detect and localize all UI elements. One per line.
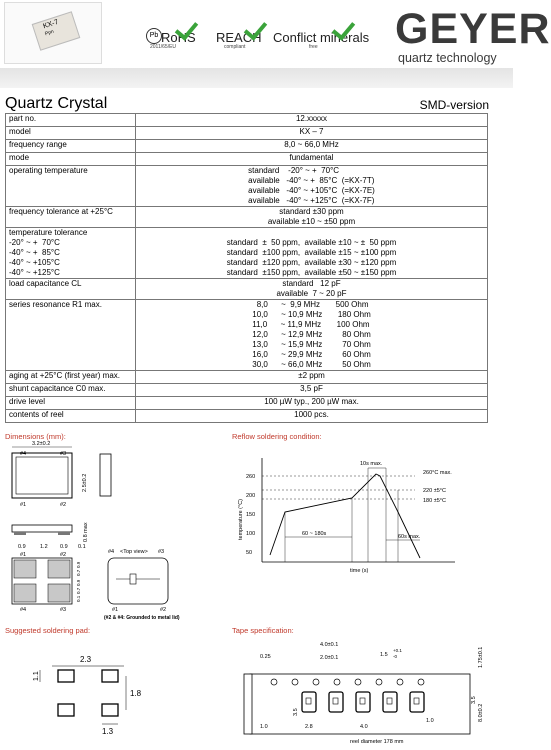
reach-label: REACH: [216, 30, 262, 45]
dim-thickness: 0.8 max: [83, 522, 89, 542]
spec-value: KX – 7: [136, 127, 488, 140]
logo: GEYER: [395, 5, 551, 53]
svg-text:1.0: 1.0: [426, 718, 434, 724]
spec-row: [6, 371, 488, 384]
svg-text:+0.1: +0.1: [393, 648, 402, 653]
spec-row: [6, 153, 488, 166]
svg-text:#1: #1: [112, 607, 119, 613]
spec-row: [6, 228, 488, 279]
svg-text:10s max.: 10s max.: [360, 461, 383, 467]
spec-value: 100 µW typ., 200 µW max.: [136, 397, 488, 410]
crystal-part: [306, 698, 311, 704]
reel-diameter: reel diameter 178 mm: [350, 739, 404, 745]
svg-text:1.75±0.1: 1.75±0.1: [478, 646, 484, 668]
sprocket-hole: [397, 679, 403, 685]
spec-row: [6, 207, 488, 228]
spec-label: operating temperature: [6, 166, 136, 207]
crystal-part: [333, 698, 338, 704]
svg-text:#3: #3: [158, 549, 165, 555]
spec-value: standard ± 50 ppm, available ±10 ~ ± 50 ppm standard ±100 ppm, available ±15 ~ ±100 ppm standard ±120 ppm, available ±30 ~ ±120 ppm standard ±150 ppm, available ±50 ~ ±150 ppm: [136, 228, 488, 279]
dim-pad3: #3: [60, 451, 67, 457]
svg-text:0.7: 0.7: [76, 587, 81, 594]
spec-label: drive level: [6, 397, 136, 410]
svg-text:2.8: 2.8: [305, 724, 313, 730]
svg-text:#4: #4: [108, 549, 115, 555]
product-label: KX-7: [42, 18, 60, 31]
svg-text:4.0±0.1: 4.0±0.1: [320, 642, 339, 648]
svg-text:#2: #2: [60, 552, 67, 558]
svg-text:50: 50: [246, 550, 253, 556]
crystal-part: [387, 698, 392, 704]
dim-pad2: #2: [60, 502, 67, 508]
svg-text:0.9: 0.9: [18, 544, 26, 550]
lead-free-icon: Pb: [146, 28, 162, 44]
svg-text:#1: #1: [20, 552, 27, 558]
svg-text:0.9: 0.9: [60, 544, 68, 550]
pad-w-small: 1.3: [102, 727, 114, 736]
svg-text:0.9: 0.9: [76, 561, 81, 568]
spec-row: [6, 166, 488, 207]
header-band: [0, 68, 513, 88]
pad-height: 1.8: [130, 689, 142, 698]
svg-text:100: 100: [246, 531, 256, 537]
version-label: SMD-version: [419, 98, 489, 112]
sprocket-hole: [313, 679, 319, 685]
svg-text:#4: #4: [20, 607, 27, 613]
tape-heading: Tape specification:: [232, 626, 294, 635]
dimensions-heading: Dimensions (mm):: [5, 432, 66, 441]
reach-sub: compliant: [224, 44, 246, 50]
sprocket-hole: [271, 679, 277, 685]
spec-label: frequency range: [6, 140, 136, 153]
svg-text:1.5: 1.5: [380, 652, 388, 658]
spec-value: standard 12 pF available 7 ~ 20 pF: [136, 279, 488, 300]
spec-label: part no.: [6, 114, 136, 127]
ground-note: (#2 & #4: Grounded to metal lid): [104, 615, 180, 621]
spec-label: shunt capacitance C0 max.: [6, 384, 136, 397]
sprocket-hole: [292, 679, 298, 685]
spec-table: [5, 113, 488, 423]
page-title: Quartz Crystal: [5, 95, 108, 112]
logo-sub: quartz technology: [398, 51, 497, 65]
svg-text:0.7: 0.7: [76, 569, 81, 576]
spec-label: contents of reel: [6, 410, 136, 423]
spec-label: model: [6, 127, 136, 140]
spec-label: series resonance R1 max.: [6, 300, 136, 371]
rohs-label: RoHS: [161, 30, 196, 45]
spec-row: [6, 140, 488, 153]
spec-value: 8,0 ~ 9,9 MHz 500 Ohm 10,0 ~ 10,9 MHz 180 Ohm 11,0 ~ 11,9 MHz 100 Ohm 12,0 ~ 12,9 MHz 80 Ohm 13,0 ~ 15,9 MHz 70 Ohm 16,0 ~ 29,9 MHz 60 Ohm 30,0 ~ 66,0 MHz 50 Ohm: [136, 300, 488, 371]
spec-value: 1000 pcs.: [136, 410, 488, 423]
svg-text:3.5: 3.5: [293, 708, 299, 716]
product-image: [4, 2, 102, 64]
spec-label: load capacitance CL: [6, 279, 136, 300]
spec-row: [6, 279, 488, 300]
reflow-chart: [230, 440, 500, 580]
svg-text:260°C max.: 260°C max.: [423, 470, 452, 476]
header: [0, 0, 551, 68]
soldering-pad-drawing: [0, 632, 225, 747]
product-sub: Ppn: [44, 28, 55, 38]
spec-value: standard ±30 ppm available ±10 ~ ±50 ppm: [136, 207, 488, 228]
tape-drawing: [230, 632, 513, 750]
sprocket-hole: [376, 679, 382, 685]
spec-row: [6, 384, 488, 397]
pad-h-small: 1.1: [33, 671, 40, 681]
dim-height: 2.5±0.2: [82, 473, 88, 492]
svg-text:180 ±5°C: 180 ±5°C: [423, 498, 446, 504]
svg-text:220 ±5°C: 220 ±5°C: [423, 488, 446, 494]
svg-text:0.25: 0.25: [260, 654, 271, 660]
svg-text:#2: #2: [160, 607, 167, 613]
spec-row: [6, 410, 488, 423]
dim-pad4: #4: [20, 451, 27, 457]
rohs-sub: 2011/65/EU: [150, 44, 177, 50]
spec-label: mode: [6, 153, 136, 166]
svg-text:60s max.: 60s max.: [398, 534, 421, 540]
spec-row: [6, 397, 488, 410]
svg-text:60 ~ 180s: 60 ~ 180s: [302, 531, 327, 537]
svg-text:0.9: 0.9: [76, 579, 81, 586]
pad-width: 2.3: [80, 655, 92, 664]
crystal-part: [414, 698, 419, 704]
spec-value: 12.xxxxx: [136, 114, 488, 127]
svg-text:4.0: 4.0: [360, 724, 368, 730]
spec-value: standard -20° ~ + 70°C available -40° ~ + 85°C (=KX-7T) available -40° ~ +105°C (=KX-7E) available -40° ~ +125°C (=KX-7F): [136, 166, 488, 207]
svg-text:0.1: 0.1: [78, 544, 86, 550]
spec-label: aging at +25°C (first year) max.: [6, 371, 136, 384]
svg-text:1.0: 1.0: [260, 724, 268, 730]
conflict-label: Conflict minerals: [273, 30, 370, 45]
sprocket-hole: [355, 679, 361, 685]
spec-value: 3,5 pF: [136, 384, 488, 397]
svg-text:-0: -0: [393, 654, 398, 659]
spec-value: fundamental: [136, 153, 488, 166]
spec-row: [6, 300, 488, 371]
svg-text:0.1: 0.1: [76, 595, 81, 602]
svg-text:3.5: 3.5: [471, 696, 477, 704]
svg-text:260: 260: [246, 474, 256, 480]
sprocket-hole: [334, 679, 340, 685]
svg-text:200: 200: [246, 493, 256, 499]
conflict-sub: free: [309, 44, 318, 50]
reflow-heading: Reflow soldering condition:: [232, 432, 322, 441]
svg-text:8.0±0.2: 8.0±0.2: [478, 703, 484, 722]
pad-heading: Suggested soldering pad:: [5, 626, 91, 635]
sprocket-hole: [418, 679, 424, 685]
svg-text:1.2: 1.2: [40, 544, 48, 550]
svg-text:150: 150: [246, 512, 256, 518]
dim-width: 3.2±0.2: [32, 441, 51, 447]
crystal-part: [360, 698, 365, 704]
dim-pad1: #1: [20, 502, 27, 508]
reflow-ylabel: temperature (°C): [238, 498, 244, 540]
spec-value: 8,0 ~ 66,0 MHz: [136, 140, 488, 153]
svg-text:#3: #3: [60, 607, 67, 613]
dimensions-drawing: [0, 440, 225, 620]
spec-value: ±2 ppm: [136, 371, 488, 384]
reflow-xlabel: time (s): [350, 568, 369, 574]
top-view-label: <Top view>: [120, 549, 148, 555]
spec-row: [6, 114, 488, 127]
spec-label: temperature tolerance -20° ~ + 70°C -40° ~ + 85°C -40° ~ +105°C -40° ~ +125°C: [6, 228, 136, 279]
spec-label: frequency tolerance at +25°C: [6, 207, 136, 228]
svg-text:2.0±0.1: 2.0±0.1: [320, 655, 339, 661]
spec-row: [6, 127, 488, 140]
